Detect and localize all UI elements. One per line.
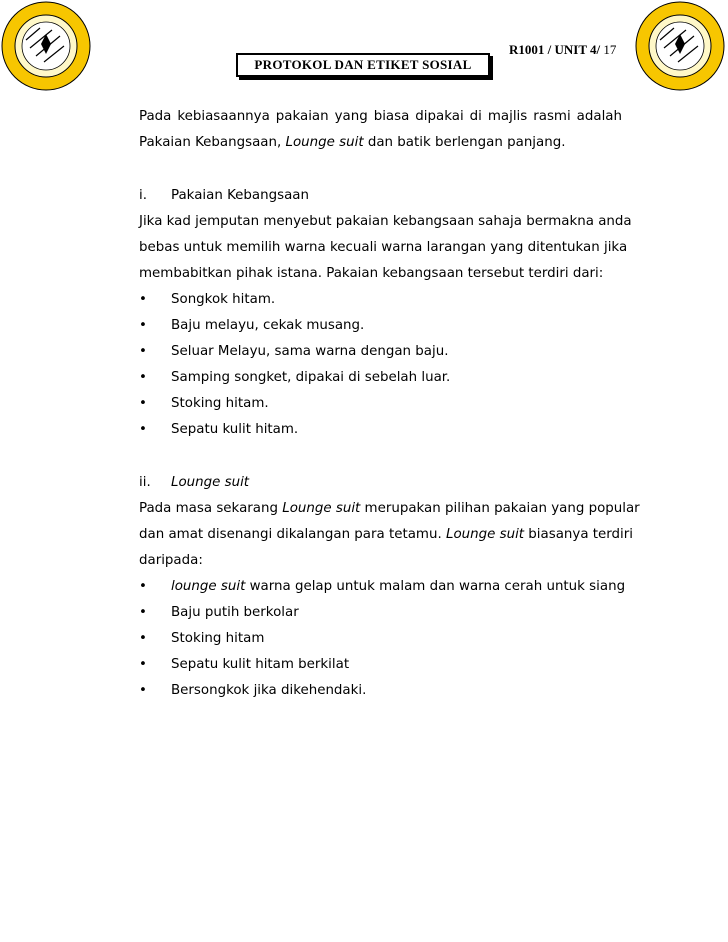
abbyy-watermark-badge-right[interactable] bbox=[634, 0, 726, 92]
bullet-icon: • bbox=[139, 370, 147, 385]
bullet-icon: • bbox=[139, 422, 147, 437]
section-heading-pakaian-kebangsaan bbox=[139, 183, 622, 209]
list-item: • Stoking hitam. bbox=[139, 391, 622, 417]
list-item: • Baju putih berkolar bbox=[139, 600, 622, 626]
list-item: • Baju melayu, cekak musang. bbox=[139, 313, 622, 339]
paragraph-line: dan amat disenangi dikalangan para tetamu. Lounge suit biasanya terdiri bbox=[139, 527, 633, 542]
paragraph-line: Jika kad jemputan menyebut pakaian kebangsaan sahaja bermakna anda bbox=[139, 214, 632, 229]
bullet-icon: • bbox=[139, 683, 147, 698]
bullet-icon: • bbox=[139, 631, 147, 646]
list-item: • Songkok hitam. bbox=[139, 287, 622, 313]
bullet-icon: • bbox=[139, 657, 147, 672]
bullet-icon: • bbox=[139, 605, 147, 620]
paragraph-line: daripada: bbox=[139, 553, 203, 568]
unit-reference bbox=[509, 42, 616, 58]
section-title: Lounge suit bbox=[171, 475, 250, 490]
bullet-icon: • bbox=[139, 579, 147, 594]
list-item: • lounge suit warna gelap untuk malam dan warna cerah untuk siang bbox=[139, 574, 622, 600]
page-number: 17 bbox=[603, 42, 617, 57]
bullet-icon: • bbox=[139, 318, 147, 333]
section-title: Pakaian Kebangsaan bbox=[171, 188, 309, 203]
paragraph-line: membabitkan pihak istana. Pakaian kebangsaan tersebut terdiri dari: bbox=[139, 266, 604, 281]
bullet-icon: • bbox=[139, 396, 147, 411]
section-heading-lounge-suit bbox=[139, 470, 622, 496]
paragraph-line: bebas untuk memilih warna kecuali warna larangan yang ditentukan jika bbox=[139, 240, 628, 255]
bullet-icon: • bbox=[139, 292, 147, 307]
paragraph-line: Pada masa sekarang Lounge suit merupakan pilihan pakaian yang popular bbox=[139, 501, 640, 516]
bullet-icon: • bbox=[139, 344, 147, 359]
document-body bbox=[139, 104, 640, 704]
list-item: • Bersongkok jika dikehendaki. bbox=[139, 678, 622, 704]
page-title-box bbox=[236, 53, 490, 77]
intro-line-1: Pada kebiasaannya pakaian yang biasa dipakai di majlis rasmi adalah bbox=[139, 109, 622, 124]
intro-line-2: Pakaian Kebangsaan, Lounge suit dan batik berlengan panjang. bbox=[139, 135, 566, 150]
list-item: • Samping songket, dipakai di sebelah luar. bbox=[139, 365, 622, 391]
list-item: • Seluar Melayu, sama warna dengan baju. bbox=[139, 339, 622, 365]
page-title: PROTOKOL DAN ETIKET SOSIAL bbox=[236, 53, 490, 77]
section-number: ii. bbox=[139, 475, 151, 490]
unit-code: R1001 / UNIT 4/ bbox=[509, 42, 601, 57]
section-number: i. bbox=[139, 188, 147, 203]
abbyy-watermark-badge-left[interactable] bbox=[0, 0, 92, 92]
list-item: • Sepatu kulit hitam. bbox=[139, 417, 622, 443]
list-item: • Sepatu kulit hitam berkilat bbox=[139, 652, 622, 678]
list-item: • Stoking hitam bbox=[139, 626, 622, 652]
